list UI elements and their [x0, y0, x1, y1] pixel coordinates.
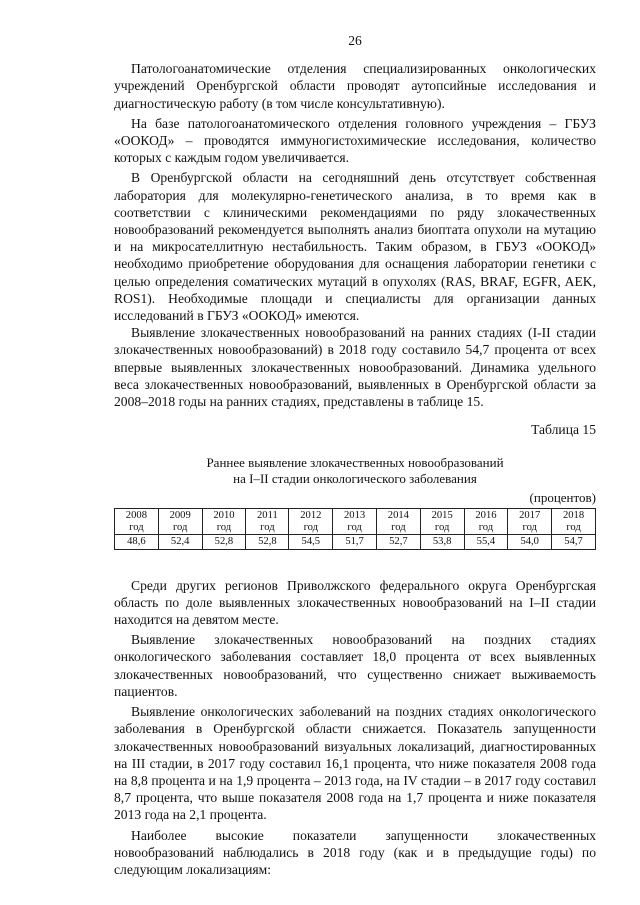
year-header-cell: 2009 год: [158, 508, 202, 534]
value-cell: 52,8: [246, 534, 289, 549]
value-cell: 54,7: [552, 534, 596, 549]
year-header-cell: 2008 год: [115, 508, 159, 534]
value-cell: 55,4: [464, 534, 508, 549]
paragraph-immunohistochemistry: На базе патологоанатомического отделения головного учреждения – ГБУЗ «ООКОД» – проводятся иммуногистохимические исследования, количество которых с каждым годом увеличивается.: [114, 115, 596, 166]
value-cell: 51,7: [333, 534, 377, 549]
value-cell: 54,0: [508, 534, 552, 549]
value-cell: 53,8: [420, 534, 464, 549]
value-cell: 52,4: [158, 534, 202, 549]
year-header-cell: 2016 год: [464, 508, 508, 534]
value-cell: 52,7: [376, 534, 420, 549]
paragraph-early-detection: Выявление злокачественных новообразований на ранних стадиях (I-II стадии злокачественных новообразований) в 2018 году составило 54,7 процента от всех впервые выявленных злокачественных новообразований. Динамика удельного веса злокачественных новообразований, выявленных в Оренбургской области за 2008–2018 годы на ранних стадиях, представлены в таблице 15.: [114, 325, 596, 410]
year-header-cell: 2015 год: [420, 508, 464, 534]
table-value-row: [115, 534, 596, 549]
value-cell: 52,8: [202, 534, 246, 549]
year-header-cell: 2010 год: [202, 508, 246, 534]
year-header-cell: 2014 год: [376, 508, 420, 534]
table-title-line-1: Раннее выявление злокачественных новообразований: [206, 455, 504, 471]
year-header-cell: 2018 год: [552, 508, 596, 534]
table-label: Таблица 15: [531, 422, 596, 438]
paragraph-localizations: Наиболее высокие показатели запущенности злокачественных новообразований наблюдались в 2018 году (как и в предыдущие годы) по следующим локализациям:: [114, 827, 596, 877]
year-header-cell: 2011 год: [246, 508, 289, 534]
table-title: [114, 455, 596, 487]
paragraph-late-stage-trend: Выявление онкологических заболеваний на поздних стадиях онкологического заболевания в Оренбургской области снижается. Показатель запущенности злокачественных новообразований визуальных локализаций, диагностированных на III стадии, в 2017 году составил 16,1 процента, что ниже показателя 2008 года на 8,8 процента и на 1,9 процента – 2013 года, на IV стадии – в 2017 году составил 8,7 процента, что выше показателя 2008 года на 1,7 процента и ниже показателя 2013 года на 2,1 процента.: [114, 704, 596, 823]
paragraph-pathology: Патологоанатомические отделения специализированных онкологических учреждений Оренбургской области проводят аутопсийные исследования и диагностическую работу (в том числе консультативную).: [114, 61, 596, 111]
value-cell: 48,6: [115, 534, 159, 549]
page-number: 26: [348, 33, 362, 48]
table-header-row: [115, 508, 596, 534]
year-header-cell: 2013 год: [333, 508, 377, 534]
value-cell: 54,5: [289, 534, 333, 549]
table-units: (процентов): [529, 490, 596, 506]
table-title-line-2: на I–II стадии онкологического заболевания: [233, 471, 477, 487]
early-detection-table: [114, 508, 596, 550]
year-header-cell: 2017 год: [508, 508, 552, 534]
paragraph-genetics-lab: В Оренбургской области на сегодняшний день отсутствует собственная лаборатория для молекулярно-генетического анализа, в то время как в соответствии с клиническими рекомендациями по ряду злокачественных новообразований рекомендуется выполнять анализ биоптата опухоли на мутацию и на микросателлитную нестабильность. Таким образом, в ГБУЗ «ООКОД» необходимо приобретение оборудования для оснащения лаборатории генетики с целью определения соматических мутаций в опухолях (RAS, BRAF, EGFR, AEK, ROS1). Необходимые площади и специалисты для организации данных исследований в ГБУЗ «ООКОД» имеются.: [114, 170, 596, 324]
year-header-cell: 2012 год: [289, 508, 333, 534]
paragraph-late-stage: Выявление злокачественных новообразований на поздних стадиях онкологического заболевания составляет 18,0 процента от всех выявленных злокачественных новообразований, что существенно снижает выживаемость пациентов.: [114, 632, 596, 699]
paragraph-region-rank: Среди других регионов Приволжского федерального округа Оренбургская область по доле выявленных злокачественных новообразований на I–II стадии находится на девятом месте.: [114, 577, 596, 628]
